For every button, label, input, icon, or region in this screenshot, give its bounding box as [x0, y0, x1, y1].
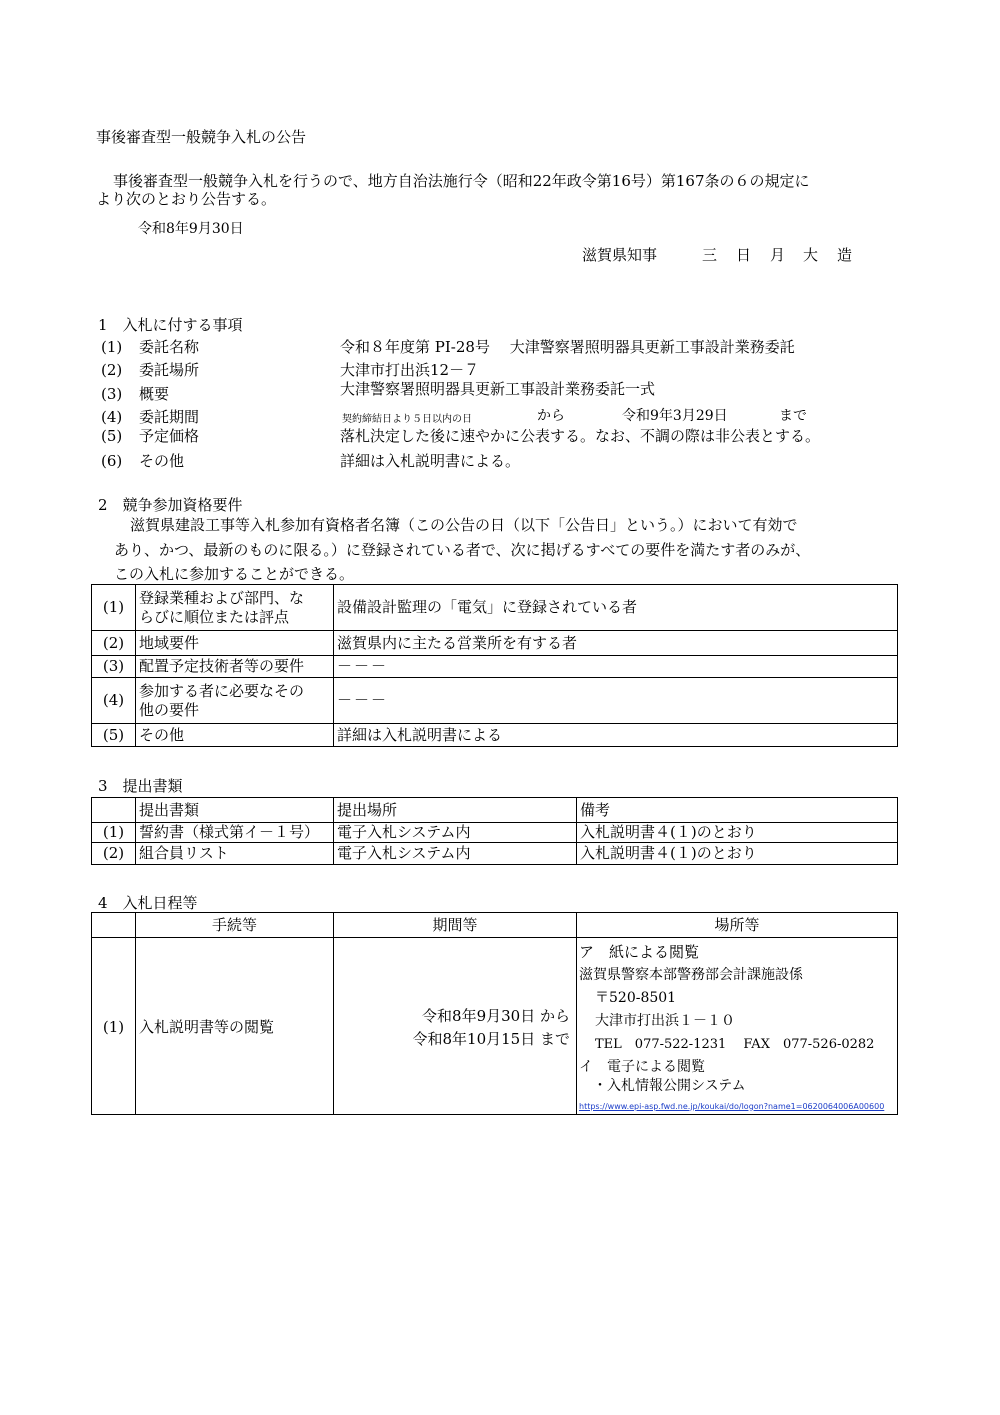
table-row: [92, 678, 898, 724]
table-row: [92, 724, 898, 747]
header-place: 場所等: [577, 913, 898, 938]
info-system-link[interactable]: https://www.epi-asp.fwd.ne.jp/koukai/do/logon?name1=0620064006A00600: [579, 1101, 885, 1111]
table-header-row: [92, 913, 898, 938]
row-value: 詳細は入札説明書による: [334, 724, 898, 747]
header-blank: [92, 913, 136, 938]
notice-date: 令和8年9月30日: [138, 221, 244, 237]
table-row: [92, 585, 898, 631]
s1-row-value: 詳細は入札説明書による。: [340, 452, 521, 470]
table-row: [92, 823, 898, 843]
header-doc: 提出書類: [136, 798, 334, 823]
s1-row-num: (4): [101, 408, 123, 426]
s1-row-value: 令和８年度第 PI-28号 大津警察署照明器具更新工事設計業務委託: [340, 338, 795, 356]
s1-row-label: 概要: [139, 385, 170, 403]
row-num: (4): [92, 678, 136, 724]
row-place: [577, 938, 898, 1115]
row-label-line: 他の要件: [139, 700, 200, 719]
s1-row-num: (3): [101, 385, 123, 403]
header-period: 期間等: [334, 913, 577, 938]
place-line: イ 電子による閲覧: [579, 1058, 705, 1075]
s1-row-num: (2): [101, 361, 123, 379]
row-period: [334, 938, 577, 1115]
row-value: －－－: [334, 656, 898, 678]
place-line: 滋賀県警察本部警務部会計課施設係: [579, 966, 803, 983]
row-value: 設備設計監理の「電気」に登録されている者: [334, 585, 898, 631]
table-row: [92, 843, 898, 865]
row-label: 配置予定技術者等の要件: [136, 656, 334, 678]
section-4-heading: 4 入札日程等: [98, 894, 198, 912]
place-line: ア 紙による閲覧: [579, 942, 700, 961]
section-2-heading: 2 競争参加資格要件: [98, 496, 243, 514]
s1-row-num: (6): [101, 452, 123, 470]
period-end: 令和8年10月15日 まで: [412, 1029, 570, 1048]
row-num: (1): [92, 585, 136, 631]
issuer-role: 滋賀県知事: [582, 246, 658, 264]
place-line: TEL 077-522-1231 FAX 077-526-0282: [595, 1036, 875, 1052]
row-label: [136, 585, 334, 631]
row-value: 滋賀県内に主たる営業所を有する者: [334, 631, 898, 656]
header-place: 提出場所: [334, 798, 577, 823]
s1-row-num: (5): [101, 427, 123, 445]
intro-line-2: より次のとおり公告する。: [96, 190, 277, 208]
s2-paragraph-line: この入札に参加することができる。: [114, 565, 355, 583]
s1-row-value: 大津警察署照明器具更新工事設計業務委託一式: [340, 380, 656, 398]
header-note: 備考: [577, 798, 898, 823]
row-note: 入札説明書４(１)のとおり: [577, 843, 898, 865]
row-label-line: らびに順位または評点: [139, 607, 290, 626]
header-proc: 手続等: [136, 913, 334, 938]
row-place: 電子入札システム内: [334, 843, 577, 865]
place-line: 大津市打出浜１－１０: [595, 1012, 735, 1029]
contract-period-from: から: [537, 408, 565, 424]
row-label: 地域要件: [136, 631, 334, 656]
place-url-wrap: [579, 1098, 894, 1113]
s1-row-num: (1): [101, 338, 123, 356]
s1-row-value: 落札決定した後に速やかに公表する。なお、不調の際は非公表とする。: [340, 427, 821, 445]
section-1-heading: 1 入札に付する事項: [98, 316, 243, 334]
row-proc: 入札説明書等の閲覧: [136, 938, 334, 1115]
s1-row-value: 大津市打出浜12－７: [340, 361, 480, 379]
s1-row-label: その他: [139, 452, 185, 470]
issuer-name-char: 日: [736, 246, 752, 264]
qualification-table: [91, 584, 898, 747]
row-doc: 誓約書（様式第イ－１号）: [136, 823, 334, 843]
issuer-name-char: 月: [770, 246, 786, 264]
row-num: (1): [92, 823, 136, 843]
row-label-line: 登録業種および部門、な: [139, 588, 305, 607]
section-3-heading: 3 提出書類: [98, 777, 183, 795]
s1-row-label: 委託場所: [139, 361, 200, 379]
schedule-table: [91, 912, 898, 1115]
row-num: (2): [92, 843, 136, 865]
row-label-line: 参加する者に必要なその: [139, 681, 305, 700]
row-note: 入札説明書４(１)のとおり: [577, 823, 898, 843]
table-row: [92, 631, 898, 656]
row-num: (1): [92, 938, 136, 1115]
row-label: [136, 678, 334, 724]
s1-row-label: 予定価格: [139, 427, 200, 445]
issuer-name-char: 大: [803, 246, 819, 264]
row-doc: 組合員リスト: [136, 843, 334, 865]
row-label: その他: [136, 724, 334, 747]
page-title: 事後審査型一般競争入札の公告: [96, 128, 307, 146]
row-place: 電子入札システム内: [334, 823, 577, 843]
row-num: (2): [92, 631, 136, 656]
s1-row-label: 委託期間: [139, 408, 200, 426]
period-start: 令和8年9月30日 から: [422, 1006, 570, 1025]
place-line: ・入札情報公開システム: [593, 1077, 746, 1094]
issuer-name-char: 造: [837, 246, 853, 264]
table-row: [92, 938, 898, 1115]
row-num: (5): [92, 724, 136, 747]
table-header-row: [92, 798, 898, 823]
s1-row-label: 委託名称: [139, 338, 200, 356]
intro-line-1: 事後審査型一般競争入札を行うので、地方自治法施行令（昭和22年政令第16号）第167条の６の規定に: [113, 172, 810, 190]
table-row: [92, 656, 898, 678]
contract-period-until: まで: [779, 408, 807, 424]
contract-period-start: 契約締結日より５日以内の日: [342, 414, 472, 425]
place-line: 〒520-8501: [595, 989, 677, 1006]
row-value: －－－: [334, 678, 898, 724]
s2-paragraph-line: あり、かつ、最新のものに限る。）に登録されている者で、次に掲げるすべての要件を満たす者のみが、: [114, 541, 811, 559]
issuer-name-char: 三: [702, 246, 718, 264]
header-blank: [92, 798, 136, 823]
contract-period-end: 令和9年3月29日: [622, 408, 728, 424]
row-num: (3): [92, 656, 136, 678]
documents-table: [91, 797, 898, 865]
s2-paragraph-line: 滋賀県建設工事等入札参加有資格者名簿（この公告の日（以下「公告日」という。）において有効で: [130, 516, 798, 534]
